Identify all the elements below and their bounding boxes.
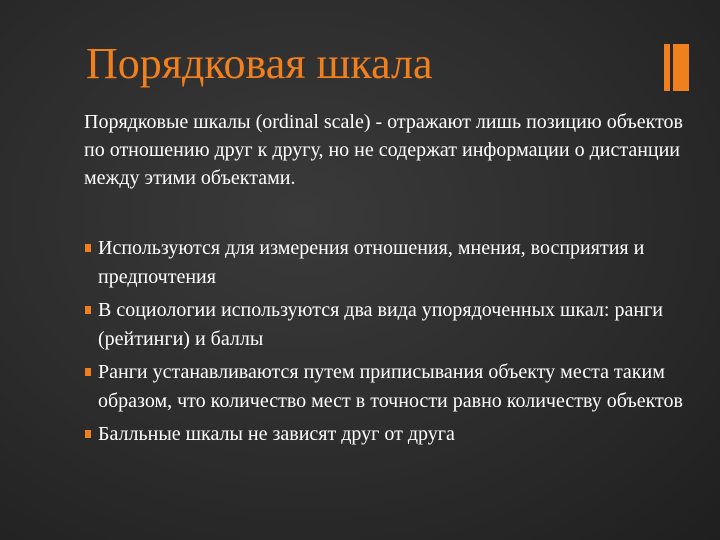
bullet-item xyxy=(84,234,684,292)
bullet-item xyxy=(84,420,684,449)
bullet-item xyxy=(84,296,684,354)
bullet-text: Используются для измерения отношения, мнения, восприятия и предпочтения xyxy=(98,237,645,288)
bullet-text: В социологии используются два вида упорядоченных шкал: ранги (рейтинги) и баллы xyxy=(98,299,663,350)
square-bullet-icon xyxy=(85,430,91,438)
double-bar-icon xyxy=(664,44,688,91)
deco-bar-thick xyxy=(673,44,689,91)
slide-title: Порядковая шкала xyxy=(86,39,433,88)
slide-body xyxy=(84,108,684,453)
bullet-text: Ранги устанавливаются путем приписывания объекту места таким образом, что количество мест в точности равно количеству объектов xyxy=(98,361,683,412)
deco-bar-thin xyxy=(664,44,670,91)
bullet-list xyxy=(84,234,684,449)
bullet-text: Балльные шкалы не зависят друг от друга xyxy=(98,423,455,445)
square-bullet-icon xyxy=(85,368,91,376)
intro-paragraph: Порядковые шкалы (ordinal scale) - отражают лишь позицию объектов по отношению друг к другу, но не содержат информации о дистанции между этими объектами. xyxy=(84,111,684,189)
square-bullet-icon xyxy=(85,244,91,252)
bullet-item xyxy=(84,358,684,416)
square-bullet-icon xyxy=(85,306,91,314)
